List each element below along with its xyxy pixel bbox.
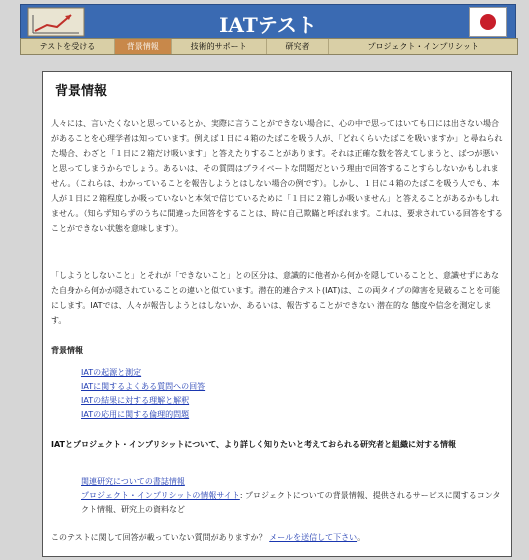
contact-end: 。: [357, 533, 366, 542]
list-item: [81, 394, 205, 408]
link-bibliography[interactable]: 関連研究についての書誌情報: [81, 477, 185, 486]
send-email-link[interactable]: メールを送信して下さい: [269, 533, 358, 542]
link-iat-origins[interactable]: IATの起源と測定: [81, 368, 142, 377]
intro-paragraph-2: 「しようとしないこと」とそれが「できないこと」との区分は、意識的に他者から何かを隠していることと、意識せずにあなた自身から何かが隠されていることの違いと似ています。潜在的連合テスト(IAT)は、この両タイプの障害を見破ることを可能にします。IATでは、人々が報告しようとはしないか、あるいは、報告することができない 潜在的な 態度や信念を測定します。: [51, 271, 500, 325]
researcher-heading: IATとプロジェクト・インプリシットについて、より詳しく知りたいと考えておられる研究者と組織に対する情報: [51, 440, 457, 449]
nav-take-test[interactable]: テストを受ける: [21, 39, 115, 54]
researcher-links: [81, 475, 501, 517]
site-title: IATテスト: [219, 13, 317, 37]
nav-bar: [20, 38, 518, 55]
content-panel: [42, 71, 512, 557]
nav-tech-support[interactable]: 技術的サポート: [172, 39, 267, 54]
link-project-implicit-site[interactable]: プロジェクト・インプリシットの情報サイト: [81, 491, 240, 500]
contact-line: [51, 531, 503, 545]
background-heading: 背景情報: [51, 346, 83, 355]
list-item: [81, 366, 205, 380]
list-item: [81, 408, 205, 422]
site-header: [20, 4, 516, 40]
nav-background-info[interactable]: 背景情報: [115, 39, 172, 54]
nav-researchers[interactable]: 研究者: [267, 39, 330, 54]
intro-paragraph-1: 人々には、言いたくないと思っているとか、実際に言うことができない場合に、心の中で思ってはいても口には出さない場合があることを心理学者は知っています。例えば１日に４箱のたばこを吸う人が、「どれくらいたばこを吸いますか」と尋ねられた場合、わざと「１日に２箱だけ吸います」と答えたりすることがあります。それは正確な数を答えてしまうと、ばつが悪いと思ってしまうからでしょう。あるいは、その質問はプライベートな問題だという理由で回答することすらしないかもしれません。（これらは、わかっていることを報告しようとはしない場合の例です）。しかし、１日に４箱のたばこを吸う人でも、本人が１日に２箱程度しか吸っていないと本気で信じているために「１日に２箱しか吸いません」と答えることがあるかもしれません。（知らず知らずのうちに間違った回答をすることは、時に自己欺瞞と呼ばれます。これは、要求されている回答をすることができない状態を意味します）。: [51, 119, 503, 233]
link-iat-ethics[interactable]: IATの応用に関する倫理的問題: [81, 410, 190, 419]
japan-flag-icon: [469, 7, 507, 37]
contact-text: このテストに関して回答が載っていない質問がありますか？: [51, 533, 267, 542]
list-item: [81, 380, 205, 394]
link-iat-faq[interactable]: IATに関するよくある質問への回答: [81, 382, 206, 391]
project-site-description: : プロジェクトについての背景情報、提供されるサービスに関するコンタクト情報、研究上の資料など: [81, 491, 501, 514]
link-iat-results[interactable]: IATの結果に対する理解と解釈: [81, 396, 190, 405]
nav-project-implicit[interactable]: プロジェクト・インプリシット: [367, 42, 479, 51]
background-link-list: [81, 366, 205, 422]
page-title: 背景情報: [55, 84, 108, 99]
